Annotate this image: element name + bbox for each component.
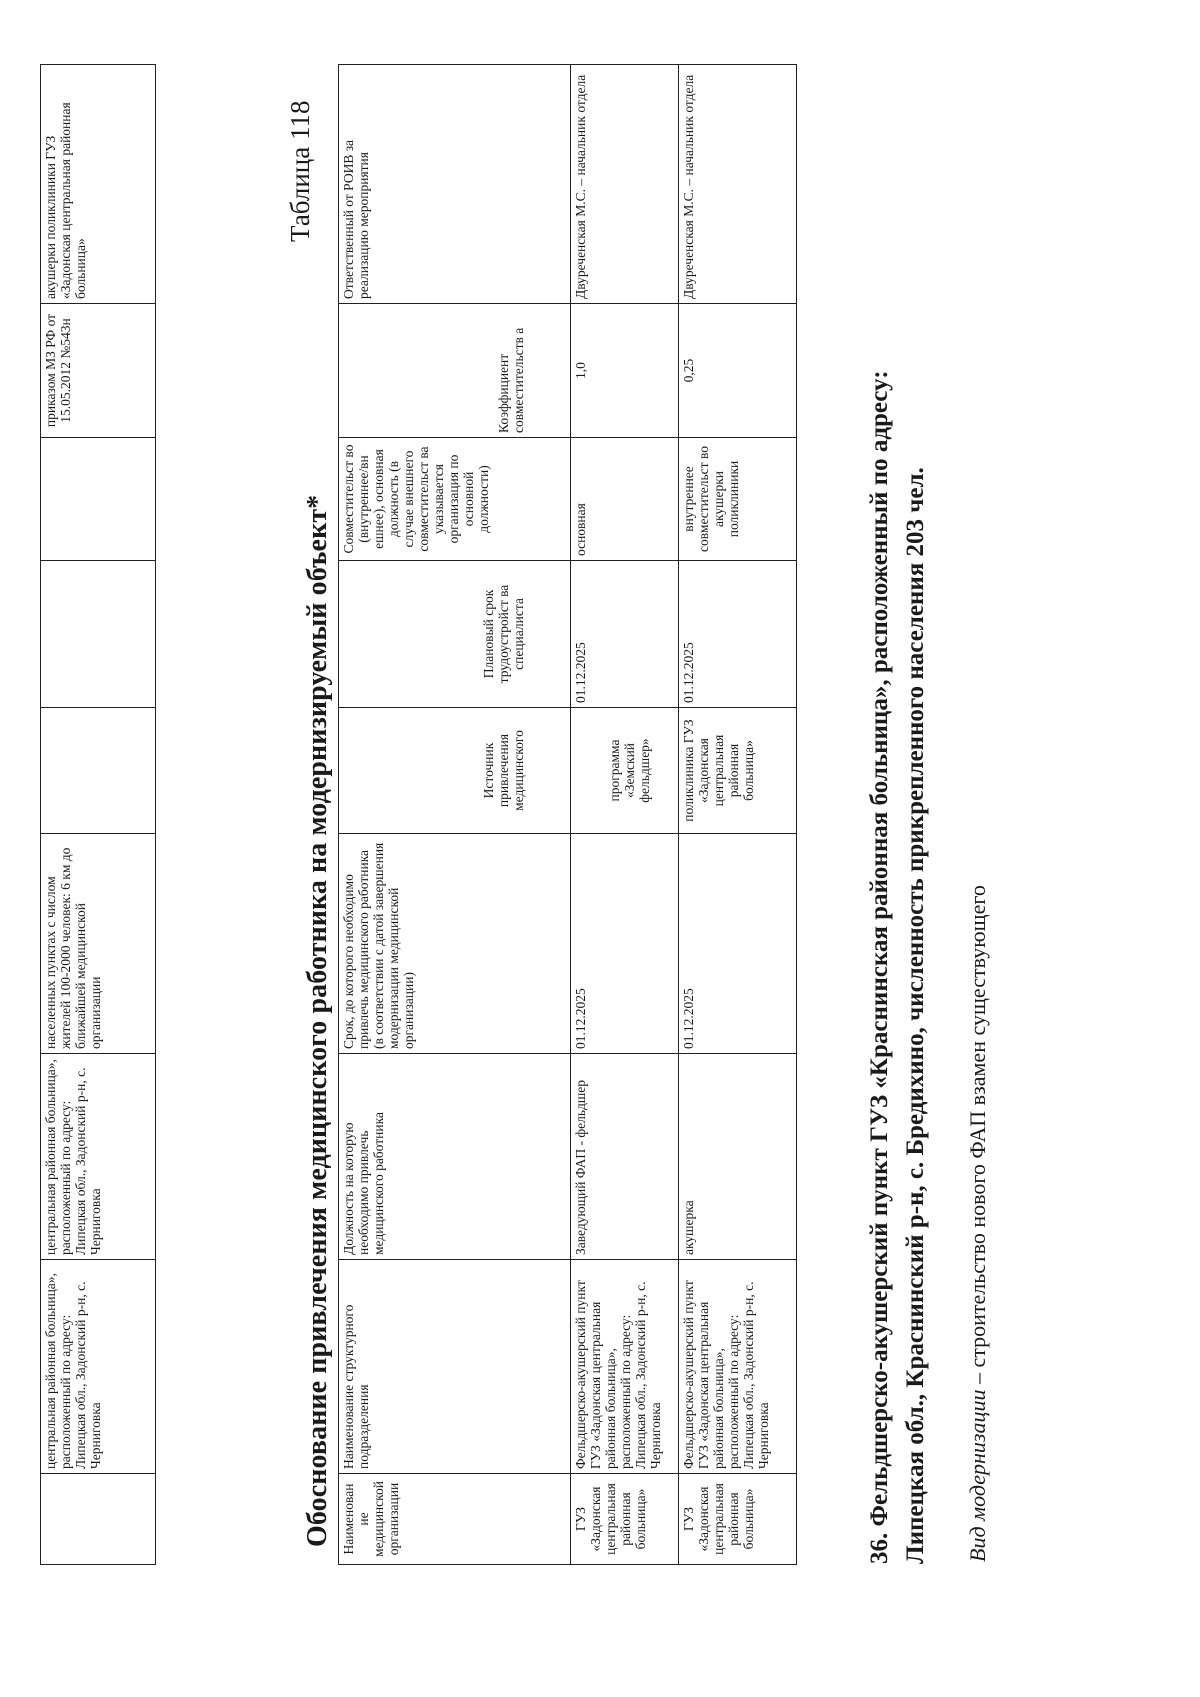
section-title-line-2: Липецкая обл., Краснинский р-н, с. Бредихино, численность прикрепленного населения 203 чел.: [902, 467, 929, 1564]
cell-unit-2: центральная районная больница», расположенный по адресу: Липецкая обл., Задонский р-н, с. Черниговка: [41, 1054, 156, 1260]
cell-responsible: Двуреченская М.С. – начальник отдела: [571, 65, 679, 304]
cell-distance: населенных пунктах с числом жителей 100-2000 человек: 6 км до ближайшей медицинской организации: [41, 834, 156, 1054]
header-responsible: Ответственный от РОИВ за реализацию мероприятия: [339, 65, 571, 304]
table-row: [571, 65, 679, 1565]
cell-empty: [41, 1474, 156, 1565]
table-row: [679, 65, 797, 1565]
cell-deadline: 01.12.2025: [571, 834, 679, 1054]
main-heading: Обоснование привлечения медицинского работника на модернизируемый объект*: [302, 494, 333, 1547]
cell-unit: Фельдшерско-акушерский пункт ГУЗ «Задонская центральная районная больница», расположенный по адресу: Липецкая обл., Задонский р-н, с. Черниговка: [679, 1260, 797, 1474]
header-org: Наименован ие медицинской организации: [339, 1474, 571, 1565]
header-position: Должность на которую необходимо привлечь медицинского работника: [339, 1054, 571, 1260]
cell-empty: [41, 708, 156, 834]
cell-deadline: 01.12.2025: [679, 834, 797, 1054]
cell-combination: внутреннее совместительст во акушерки поликлиники: [679, 438, 797, 561]
cell-org: ГУЗ «Задонская центральная районная больница»: [679, 1474, 797, 1565]
modernization-type: [965, 885, 991, 1562]
modernization-text: – строительство нового ФАП взамен существующего: [965, 885, 990, 1390]
continuation-row: [41, 65, 156, 1565]
cell-source: программа «Земский фельдшер»: [571, 708, 679, 834]
cell-coef: 0,25: [679, 304, 797, 438]
cell-planned: 01.12.2025: [571, 561, 679, 708]
cell-combination: основная: [571, 438, 679, 561]
header-source: Источник привлечения медицинского: [339, 708, 571, 834]
section-title: [862, 370, 934, 1564]
section-title-line-1: 36. Фельдшерско-акушерский пункт ГУЗ «Краснинская районная больница», расположенный по адресу:: [866, 370, 893, 1564]
cell-responsible: Двуреченская М.С. – начальник отдела: [679, 65, 797, 304]
header-unit: Наименование структурного подразделения: [339, 1260, 571, 1474]
header-planned: Плановый срок трудоустройст ва специалиста: [339, 561, 571, 708]
modernization-label: Вид модернизации: [965, 1389, 990, 1562]
header-combination: Совместительст во (внутреннее/вн ешнее), основная должность (в случае внешнего совместительст ва указывается организация по основной должности): [339, 438, 571, 561]
cell-unit: центральная районная больница», расположенный по адресу: Липецкая обл., Задонский р-н, с. Черниговка: [41, 1260, 156, 1474]
header-row: [339, 65, 571, 1565]
table-number: Таблица 118: [285, 100, 315, 242]
cell-empty: [41, 561, 156, 708]
continuation-table: [40, 64, 156, 1565]
cell-responsible: акушерки поликлиники ГУЗ «Задонская центральная районная больница»: [41, 65, 156, 304]
staff-table: [338, 64, 797, 1565]
cell-source: поликлиника ГУЗ «Задонская центральная районная больница»: [679, 708, 797, 834]
cell-position: акушерка: [679, 1054, 797, 1260]
cell-order: приказом МЗ РФ от 15.05.2012 №543н: [41, 304, 156, 438]
cell-empty: [41, 438, 156, 561]
cell-planned: 01.12.2025: [679, 561, 797, 708]
cell-coef: 1,0: [571, 304, 679, 438]
cell-org: ГУЗ «Задонская центральная районная больница»: [571, 1474, 679, 1565]
cell-position: Заведующий ФАП - фельдшер: [571, 1054, 679, 1260]
header-deadline: Срок, до которого необходимо привлечь медицинского работника (в соответствии с датой завершения модернизации медицинской организации): [339, 834, 571, 1054]
header-coef: Коэффициент совместительств а: [339, 304, 571, 438]
cell-unit: Фельдшерско-акушерский пункт ГУЗ «Задонская центральная районная больница», расположенный по адресу: Липецкая обл., Задонский р-н, с. Черниговка: [571, 1260, 679, 1474]
